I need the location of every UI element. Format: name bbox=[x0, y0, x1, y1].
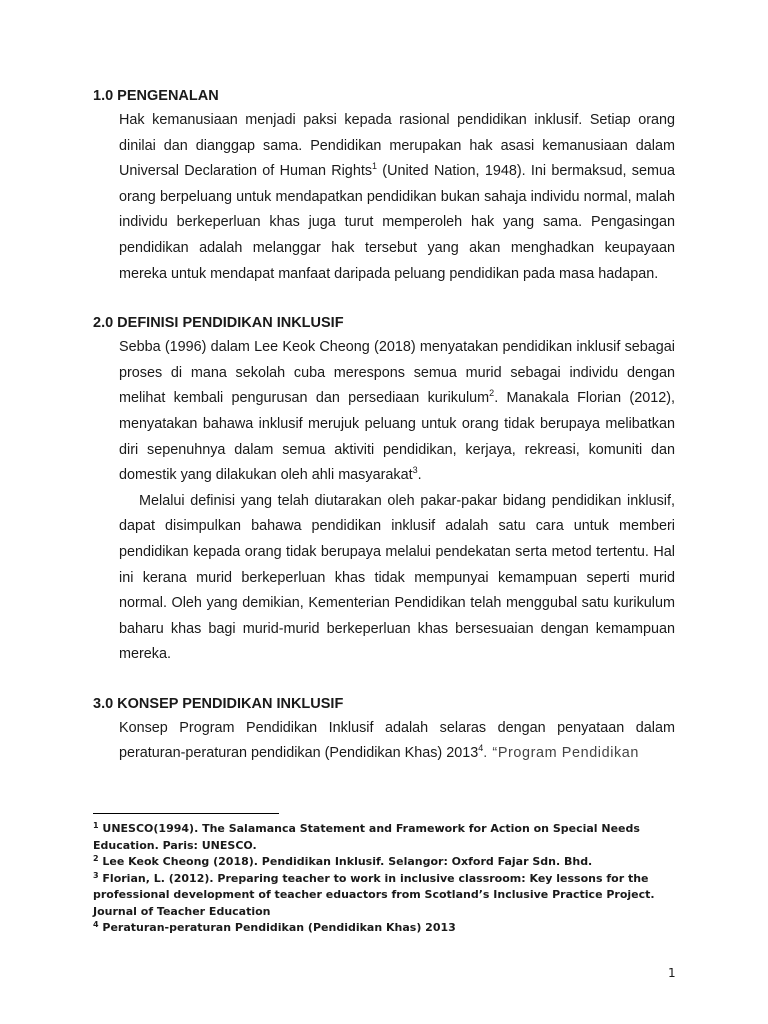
footnote-number: 2 bbox=[93, 854, 99, 863]
paragraph-text: . “Program Pendidikan bbox=[483, 745, 640, 762]
footnote-ref-4[interactable]: 4 bbox=[478, 743, 484, 754]
footnote-text: UNESCO(1994). The Salamanca Statement and Framework for Action on Special Needs Education. Paris: UNESCO. bbox=[93, 822, 640, 852]
footnote-text: Florian, L. (2012). Preparing teacher to work in inclusive classroom: Key lessons for the professional development of teacher eduactors from Scotland’s Inclusive Practice Project. Journal of Teacher Education bbox=[93, 871, 655, 918]
paragraph-konsep bbox=[93, 716, 675, 767]
paragraph-text: Hak kemanusiaan menjadi paksi kepada rasional pendidikan inklusif. Setiap orang dinilai dan dianggap sama. Pendidikan merupakan hak asasi kemanusiaan dalam Universal Declaration of Human Rights bbox=[119, 112, 675, 180]
paragraph-definisi-1 bbox=[93, 335, 675, 489]
section-heading-definisi: 2.0 DEFINISI PENDIDIKAN INKLUSIF bbox=[93, 315, 344, 332]
document-body bbox=[93, 84, 675, 767]
footnote-1 bbox=[93, 821, 693, 854]
footnote-2 bbox=[93, 854, 693, 871]
section-heading-konsep: 3.0 KONSEP PENDIDIKAN INKLUSIF bbox=[93, 695, 344, 712]
footnote-ref-1[interactable]: 1 bbox=[372, 161, 378, 172]
paragraph-text: Konsep Program Pendidikan Inklusif adalah selaras dengan penyataan dalam peraturan-peraturan pendidikan (Pendidikan Khas) 2013 bbox=[119, 719, 675, 762]
paragraph-text: . Manakala Florian (2012), menyatakan bahawa inklusif merujuk peluang untuk orang tidak berupaya melibatkan diri sepenuhnya dalam semua aktiviti pendidikan, kerjaya, rekreasi, komuniti dan domestik yang dilakukan oleh ahli masyarakat bbox=[119, 390, 675, 484]
paragraph-text: . bbox=[417, 467, 422, 484]
paragraph-definisi-2: Melalui definisi yang telah diutarakan oleh pakar-pakar bidang pendidikan inklusif, dapat disimpulkan bahawa pendidikan inklusif adalah satu cara untuk memberi pendidikan kepada orang tidak berupaya melalui pendekatan serta metod tertentu. Hal ini kerana murid berkeperluan khas tidak mempunyai kemampuan seperti murid normal. Oleh yang demikian, Kementerian Pendidikan telah menggubal satu kurikulum baharu khas bagi murid-murid berkeperluan khas bersesuaian dengan kemampuan mereka. bbox=[119, 492, 675, 663]
paragraph-text: (United Nation, 1948). Ini bermaksud, semua orang berpeluang untuk mendapatkan pendidikan bukan sahaja individu normal, malah individu berkeperluan khas juga turut memperoleh hak yang sama. Pengasingan pendidikan adalah melanggar hak tersebut yang akan menghadkan keupayaan mereka untuk mendapat manfaat daripada peluang pendidikan pada masa hadapan. bbox=[119, 163, 675, 282]
footnote-number: 3 bbox=[93, 870, 99, 880]
paragraph-text: Sebba (1996) dalam Lee Keok Cheong (2018) menyatakan pendidikan inklusif sebagai proses di mana sekolah cuba merespons semua murid sebagai individu dengan melihat kembali pengurusan dan persediaan kurikulum bbox=[119, 339, 675, 407]
footnote-text: Lee Keok Cheong (2018). Pendidikan Inklusif. Selangor: Oxford Fajar Sdn. Bhd. bbox=[98, 855, 593, 868]
footnotes bbox=[93, 813, 693, 937]
footnote-divider bbox=[93, 813, 279, 814]
footnote-number: 4 bbox=[93, 920, 99, 929]
footnote-3 bbox=[93, 871, 693, 921]
section-heading-pengenalan: 1.0 PENGENALAN bbox=[93, 88, 219, 104]
page-number: 1 bbox=[668, 966, 676, 980]
paragraph-pengenalan bbox=[93, 108, 675, 287]
footnote-number: 1 bbox=[93, 821, 99, 830]
footnote-4 bbox=[93, 920, 693, 937]
footnote-text: Peraturan-peraturan Pendidikan (Pendidikan Khas) 2013 bbox=[98, 921, 456, 934]
footnote-ref-3[interactable]: 3 bbox=[412, 465, 418, 476]
footnote-ref-2[interactable]: 2 bbox=[489, 388, 495, 399]
